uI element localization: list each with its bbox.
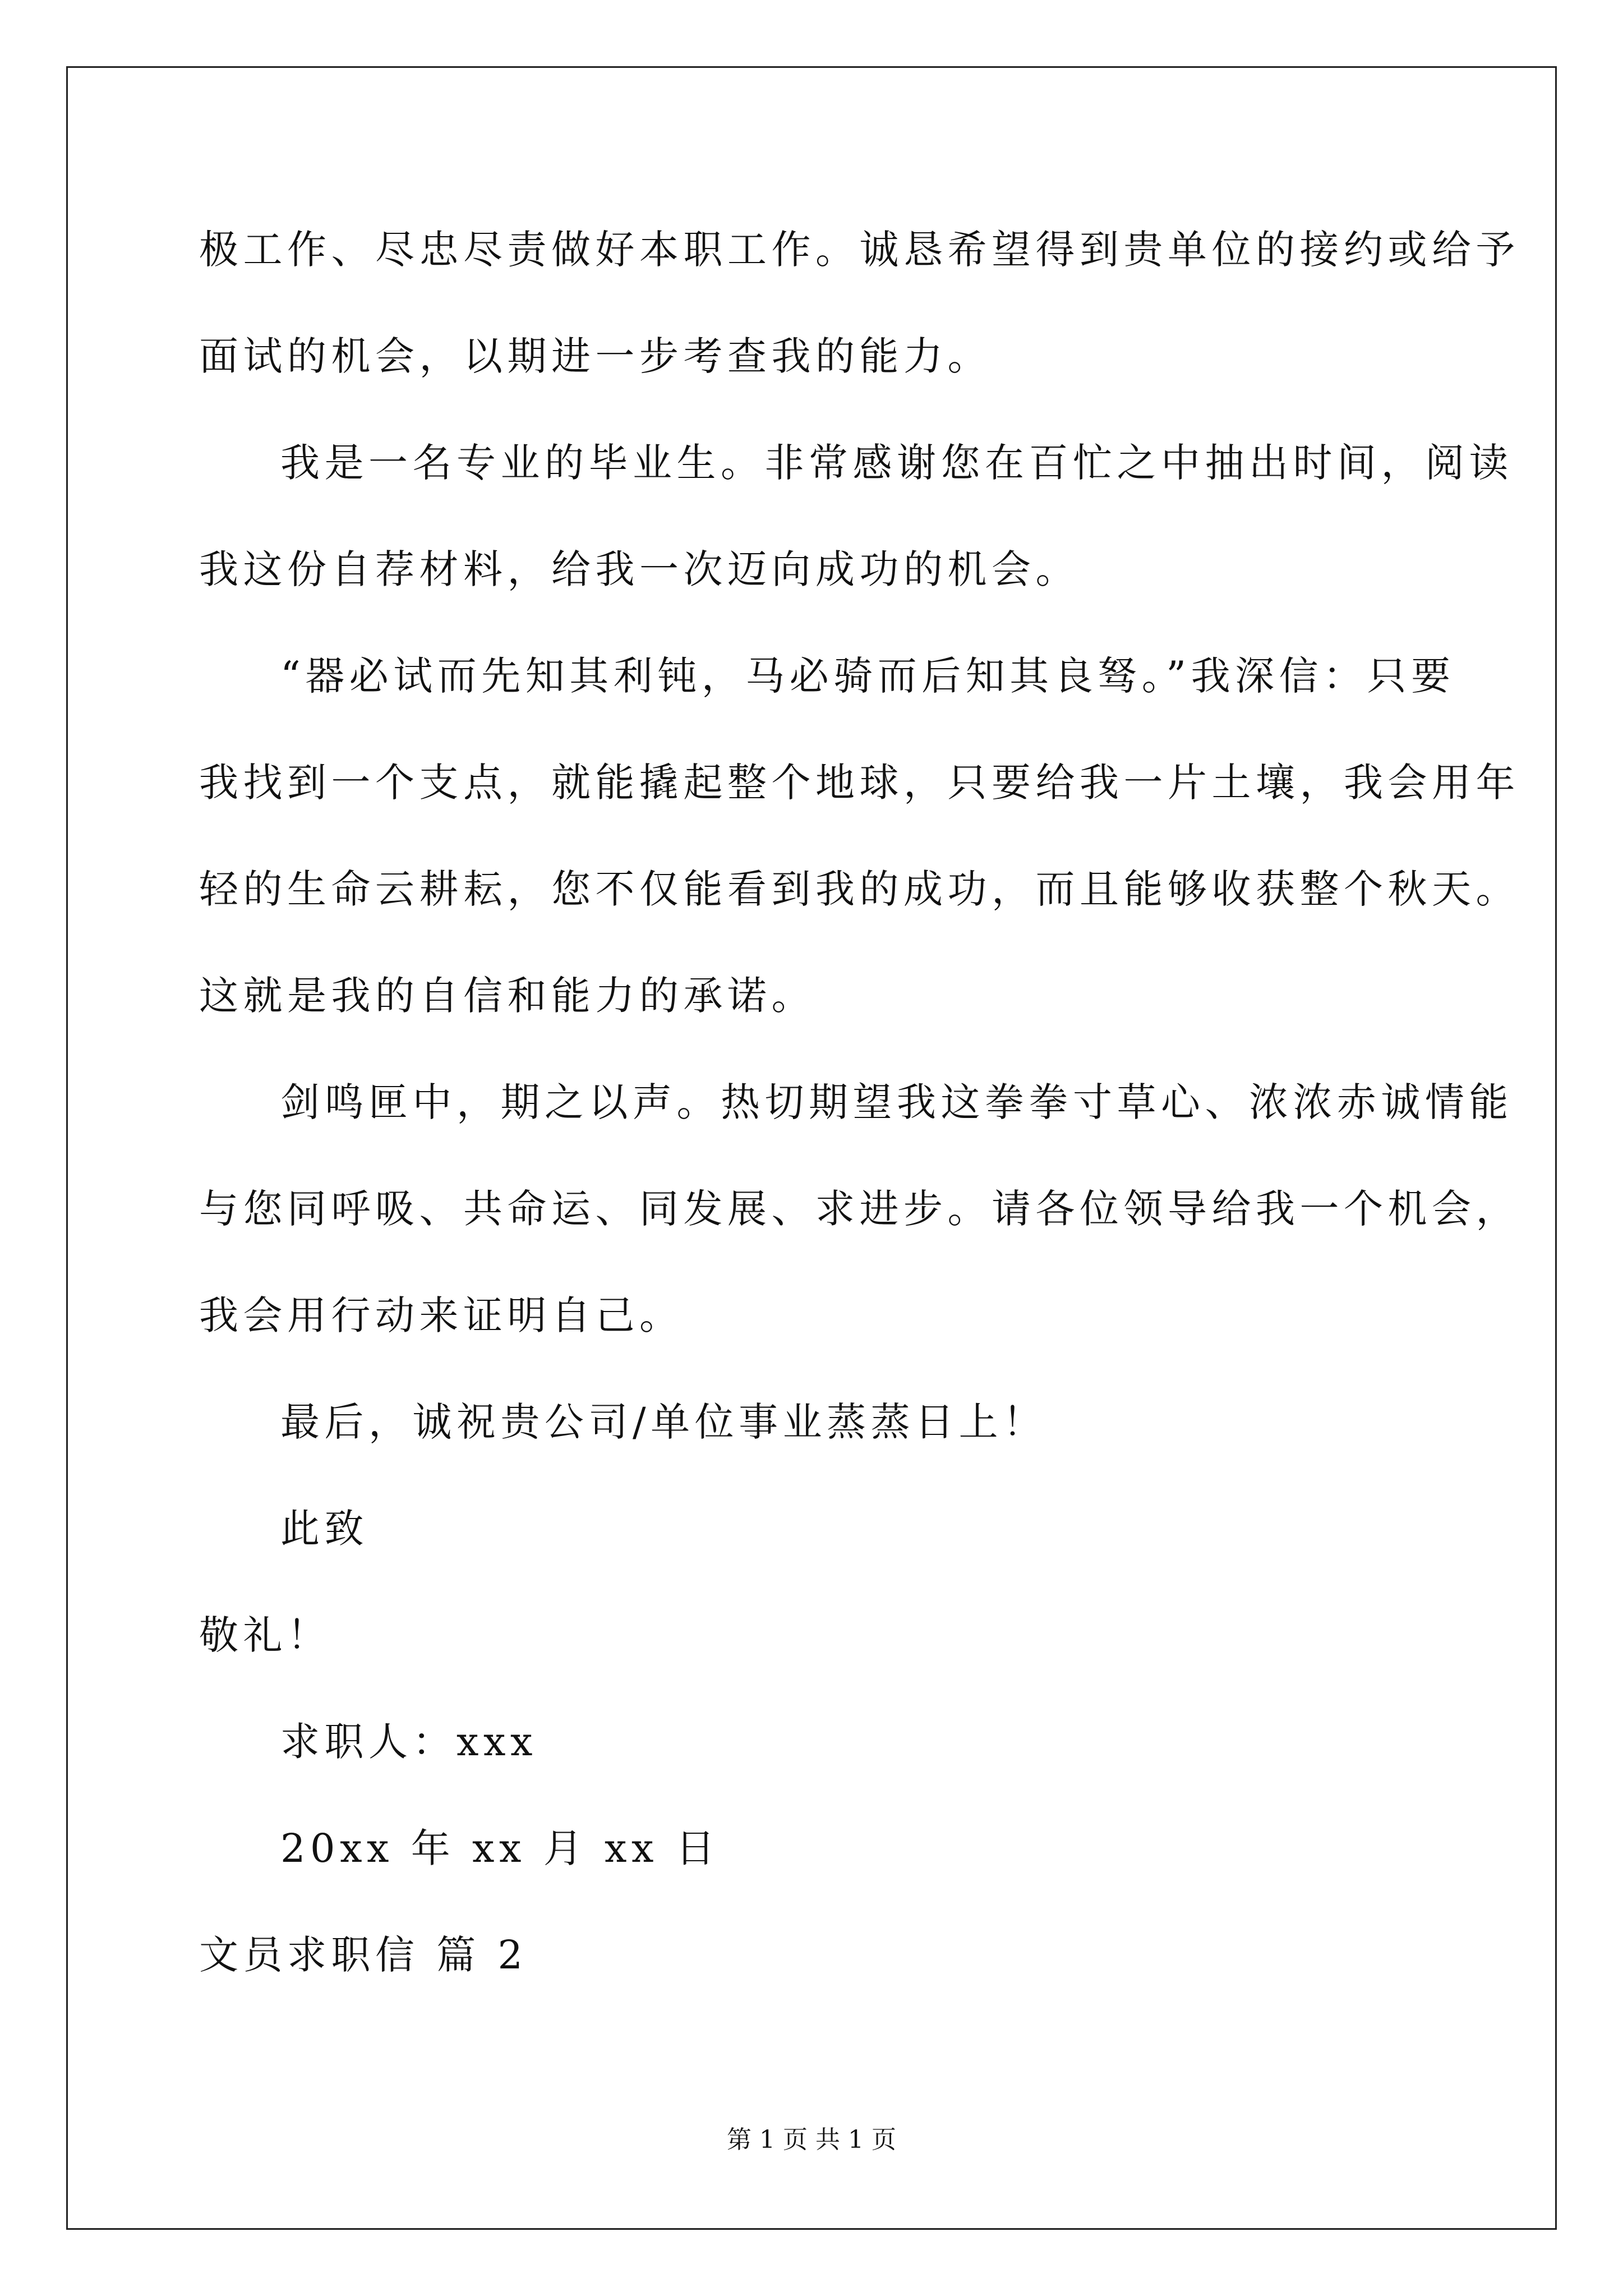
letter-date: 20xx 年 xx 月 xx 日 [280, 1825, 720, 1871]
salutation-jingli: 敬礼！ [199, 1612, 331, 1658]
text-line: 面试的机会，以期进一步考查我的能力。 [199, 333, 992, 379]
text-line: 我找到一个支点，就能撬起整个地球，只要给我一片土壤，我会用年 [199, 760, 1520, 806]
salutation-cizhi: 此致 [280, 1506, 368, 1552]
section-heading: 文员求职信 篇 2 [199, 1932, 528, 1978]
text-line: 我会用行动来证明自己。 [199, 1292, 684, 1338]
applicant-name: 求职人：xxx [280, 1719, 537, 1765]
closing-wish: 最后，诚祝贵公司/单位事业蒸蒸日上！ [280, 1399, 1047, 1445]
text-line: 与您同呼吸、共命运、同发展、求进步。请各位领导给我一个机会， [199, 1186, 1520, 1232]
text-line: 极工作、尽忠尽责做好本职工作。诚恳希望得到贵单位的接约或给予 [199, 227, 1520, 273]
text-line: 我这份自荐材料，给我一次迈向成功的机会。 [199, 546, 1080, 592]
page-footer: 第 1 页 共 1 页 [727, 2125, 896, 2154]
paragraph-start: 我是一名专业的毕业生。非常感谢您在百忙之中抽出时间，阅读 [280, 440, 1513, 486]
text-line: 这就是我的自信和能力的承诺。 [199, 973, 815, 1019]
text-line: 轻的生命云耕耘，您不仅能看到我的成功，而且能够收获整个秋天。 [199, 866, 1520, 912]
paragraph-start: 剑鸣匣中，期之以声。热切期望我这拳拳寸草心、浓浓赤诚情能 [280, 1079, 1513, 1125]
paragraph-start: “器必试而先知其利钝，马必骑而后知其良驽。”我深信：只要 [280, 653, 1455, 699]
page-border [66, 66, 1557, 2230]
